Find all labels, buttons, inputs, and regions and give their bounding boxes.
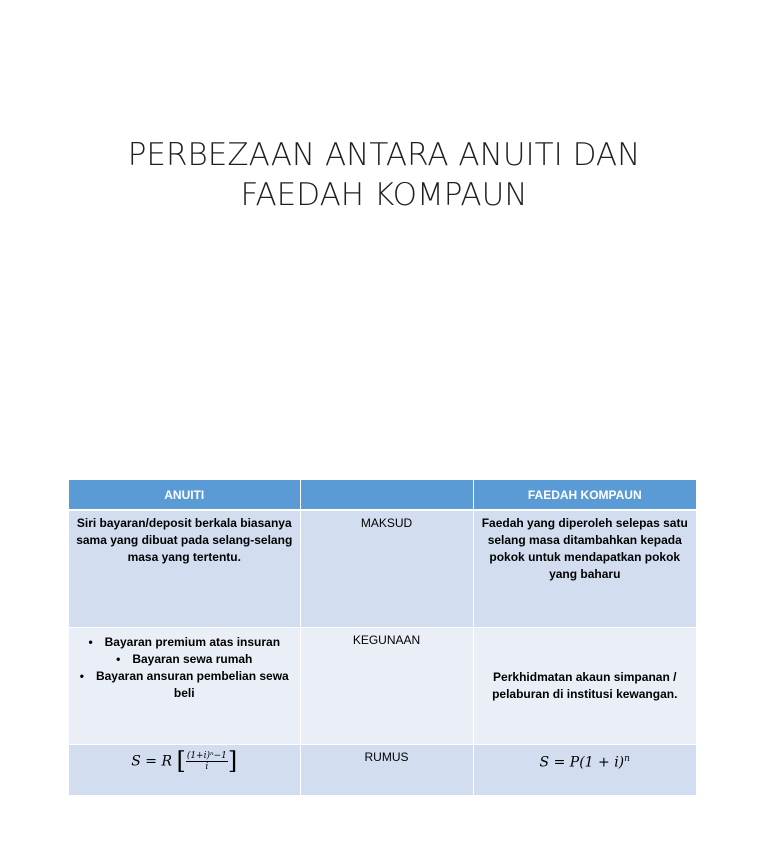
table-row [69,745,696,796]
table-header-row [69,480,696,510]
cell-faedah-maksud: Faedah yang diperoleh selepas satu selang masa ditambahkan kepada pokok untuk mendapatkan pokok yang baharu [473,510,696,628]
list-item: • Bayaran premium atas insuran [74,634,295,651]
anuiti-formula-lhs: S = R [131,753,172,770]
list-item: • Bayaran ansuran pembelian sewa beli [74,668,295,702]
cell-faedah-kegunaan: Perkhidmatan akaun simpanan / pelaburan di institusi kewangan. [473,628,696,745]
fraction-denominator: i [205,762,209,772]
anuiti-formula [74,747,295,775]
header-faedah-kompaun: FAEDAH KOMPAUN [473,480,696,510]
slide-title [60,135,708,215]
cell-faedah-rumus [473,745,696,796]
fraction-numerator: (1+i)ⁿ−1 [186,751,227,761]
kegunaan-list [74,634,295,702]
right-bracket: ] [227,747,238,775]
left-bracket: [ [176,747,186,775]
comparison-table [69,480,696,796]
header-middle [300,480,473,510]
anuiti-formula-fraction [186,751,228,772]
row-label-maksud: MAKSUD [300,510,473,628]
row-label-rumus: RUMUS [300,745,473,796]
faedah-formula-exponent: n [624,754,630,764]
slide-title-line-1: PERBEZAAN ANTARA ANUITI DAN [127,137,641,173]
slide-title-line-2: FAEDAH KOMPAUN [240,177,528,213]
list-item: • Bayaran sewa rumah [74,651,295,668]
header-anuiti: ANUITI [69,480,300,510]
cell-anuiti-kegunaan [69,628,300,745]
table-row [69,510,696,628]
table-row [69,628,696,745]
faedah-formula [479,751,692,772]
cell-anuiti-maksud: Siri bayaran/deposit berkala biasanya sama yang dibuat pada selang-selang masa yang tertentu. [69,510,300,628]
row-label-kegunaan: KEGUNAAN [300,628,473,745]
cell-anuiti-rumus [69,745,300,796]
faedah-formula-base: S = P(1 + i) [539,754,625,771]
